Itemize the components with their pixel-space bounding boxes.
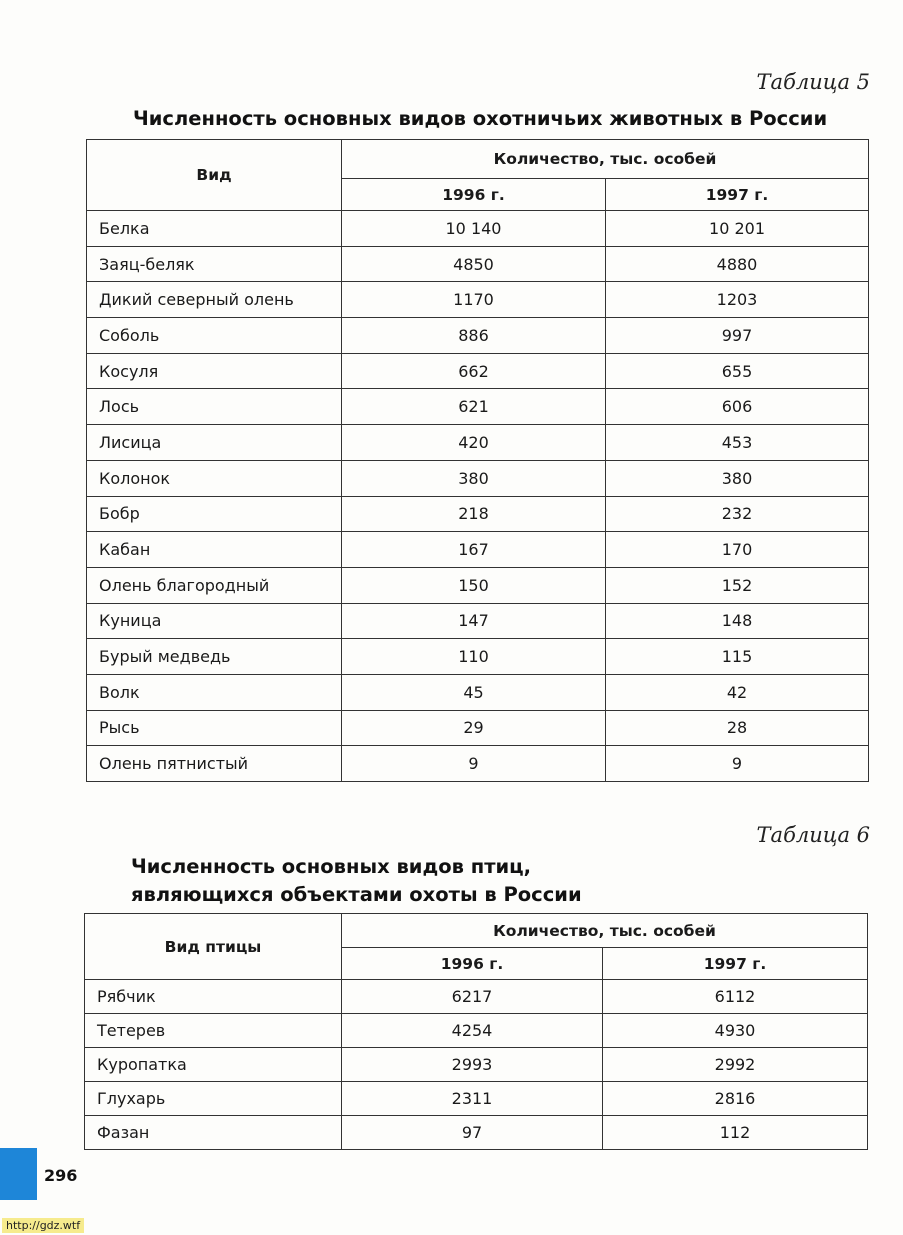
species-name-cell: Бобр bbox=[87, 496, 342, 532]
watermark-link[interactable]: http://gdz.wtf bbox=[2, 1218, 84, 1233]
value-1997-cell: 606 bbox=[606, 389, 869, 425]
table5-caption: Таблица 5 bbox=[756, 70, 870, 94]
table-row bbox=[87, 353, 869, 389]
species-name-cell: Тетерев bbox=[85, 1014, 342, 1048]
value-1997-cell: 152 bbox=[606, 567, 869, 603]
value-1997-cell: 232 bbox=[606, 496, 869, 532]
year-1997-header: 1997 г. bbox=[606, 179, 869, 211]
value-1997-cell: 2992 bbox=[603, 1048, 868, 1082]
page-edge-tab bbox=[0, 1148, 37, 1200]
species-name-cell: Лось bbox=[87, 389, 342, 425]
species-name-cell: Колонок bbox=[87, 460, 342, 496]
value-1996-cell: 1170 bbox=[342, 282, 606, 318]
value-1997-cell: 4930 bbox=[603, 1014, 868, 1048]
value-1996-cell: 218 bbox=[342, 496, 606, 532]
value-1996-cell: 420 bbox=[342, 425, 606, 461]
table-row bbox=[87, 211, 869, 247]
bird-year-1997-header: 1997 г. bbox=[603, 948, 868, 980]
value-1997-cell: 10 201 bbox=[606, 211, 869, 247]
value-1997-cell: 997 bbox=[606, 318, 869, 354]
value-1997-cell: 148 bbox=[606, 603, 869, 639]
value-1996-cell: 662 bbox=[342, 353, 606, 389]
table-row bbox=[87, 674, 869, 710]
value-1996-cell: 110 bbox=[342, 639, 606, 675]
value-1996-cell: 150 bbox=[342, 567, 606, 603]
species-name-cell: Дикий северный олень bbox=[87, 282, 342, 318]
value-1996-cell: 4254 bbox=[342, 1014, 603, 1048]
birds-table bbox=[84, 913, 868, 1150]
value-1996-cell: 886 bbox=[342, 318, 606, 354]
species-name-cell: Олень пятнистый bbox=[87, 746, 342, 782]
table-row bbox=[87, 567, 869, 603]
bird-quantity-group-header: Количество, тыс. особей bbox=[342, 914, 868, 948]
species-name-cell: Олень благородный bbox=[87, 567, 342, 603]
table-row bbox=[87, 532, 869, 568]
table-row bbox=[87, 282, 869, 318]
value-1997-cell: 28 bbox=[606, 710, 869, 746]
species-name-cell: Белка bbox=[87, 211, 342, 247]
table-row bbox=[85, 980, 868, 1014]
page-number: 296 bbox=[44, 1166, 78, 1185]
table6-title-line2: являющихся объектами охоты в России bbox=[131, 883, 582, 906]
species-name-cell: Соболь bbox=[87, 318, 342, 354]
bird-species-column-header: Вид птицы bbox=[85, 914, 342, 980]
value-1996-cell: 45 bbox=[342, 674, 606, 710]
table6-title-line1: Численность основных видов птиц, bbox=[131, 855, 532, 878]
value-1997-cell: 453 bbox=[606, 425, 869, 461]
table5-title: Численность основных видов охотничьих животных в России bbox=[133, 107, 828, 130]
table-row bbox=[87, 710, 869, 746]
table-row bbox=[87, 460, 869, 496]
value-1997-cell: 9 bbox=[606, 746, 869, 782]
value-1997-cell: 380 bbox=[606, 460, 869, 496]
value-1996-cell: 6217 bbox=[342, 980, 603, 1014]
value-1997-cell: 4880 bbox=[606, 246, 869, 282]
value-1997-cell: 112 bbox=[603, 1116, 868, 1150]
animals-table bbox=[86, 139, 869, 782]
species-name-cell: Фазан bbox=[85, 1116, 342, 1150]
table-row bbox=[87, 318, 869, 354]
value-1996-cell: 2311 bbox=[342, 1082, 603, 1116]
species-name-cell: Кабан bbox=[87, 532, 342, 568]
species-name-cell: Волк bbox=[87, 674, 342, 710]
table-row bbox=[87, 425, 869, 461]
species-name-cell: Заяц-беляк bbox=[87, 246, 342, 282]
species-name-cell: Рябчик bbox=[85, 980, 342, 1014]
table-row bbox=[85, 1082, 868, 1116]
bird-year-1996-header: 1996 г. bbox=[342, 948, 603, 980]
value-1996-cell: 167 bbox=[342, 532, 606, 568]
table-row bbox=[87, 246, 869, 282]
table6-title bbox=[131, 853, 582, 909]
value-1996-cell: 9 bbox=[342, 746, 606, 782]
birds-table-body bbox=[85, 980, 868, 1150]
table-row bbox=[87, 496, 869, 532]
value-1997-cell: 115 bbox=[606, 639, 869, 675]
species-column-header: Вид bbox=[87, 140, 342, 211]
table-row bbox=[87, 389, 869, 425]
table-row bbox=[87, 639, 869, 675]
species-name-cell: Косуля bbox=[87, 353, 342, 389]
species-name-cell: Глухарь bbox=[85, 1082, 342, 1116]
table6-caption: Таблица 6 bbox=[756, 823, 870, 847]
value-1996-cell: 147 bbox=[342, 603, 606, 639]
value-1996-cell: 2993 bbox=[342, 1048, 603, 1082]
value-1997-cell: 1203 bbox=[606, 282, 869, 318]
table-row bbox=[85, 1048, 868, 1082]
value-1996-cell: 29 bbox=[342, 710, 606, 746]
table-row bbox=[87, 746, 869, 782]
value-1997-cell: 2816 bbox=[603, 1082, 868, 1116]
value-1997-cell: 655 bbox=[606, 353, 869, 389]
species-name-cell: Рысь bbox=[87, 710, 342, 746]
species-name-cell: Бурый медведь bbox=[87, 639, 342, 675]
value-1997-cell: 170 bbox=[606, 532, 869, 568]
table-row bbox=[85, 1116, 868, 1150]
value-1997-cell: 42 bbox=[606, 674, 869, 710]
species-name-cell: Куропатка bbox=[85, 1048, 342, 1082]
value-1996-cell: 621 bbox=[342, 389, 606, 425]
value-1997-cell: 6112 bbox=[603, 980, 868, 1014]
animals-table-body bbox=[87, 211, 869, 782]
value-1996-cell: 10 140 bbox=[342, 211, 606, 247]
value-1996-cell: 4850 bbox=[342, 246, 606, 282]
table-row bbox=[85, 1014, 868, 1048]
value-1996-cell: 380 bbox=[342, 460, 606, 496]
year-1996-header: 1996 г. bbox=[342, 179, 606, 211]
species-name-cell: Куница bbox=[87, 603, 342, 639]
quantity-group-header: Количество, тыс. особей bbox=[342, 140, 869, 179]
table-row bbox=[87, 603, 869, 639]
value-1996-cell: 97 bbox=[342, 1116, 603, 1150]
species-name-cell: Лисица bbox=[87, 425, 342, 461]
